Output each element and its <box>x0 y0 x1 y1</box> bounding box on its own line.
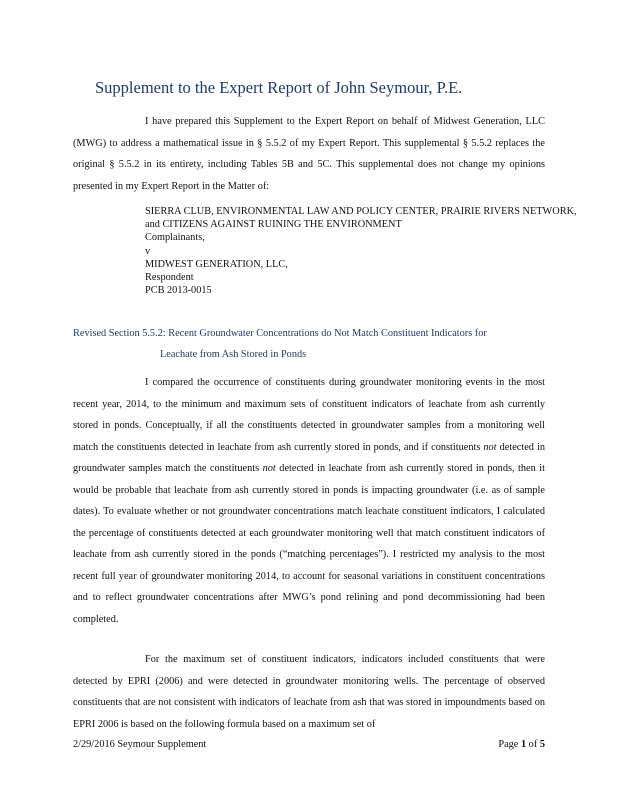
page-of-label: of <box>526 739 540 750</box>
page-number <box>498 739 545 750</box>
section-heading <box>73 323 545 365</box>
document-title: Supplement to the Expert Report of John Seymour, P.E. <box>95 78 463 97</box>
analysis-paragraph <box>73 372 545 630</box>
section-heading-line-2: Leachate from Ash Stored in Ponds <box>160 349 307 360</box>
intro-paragraph <box>73 111 545 197</box>
caption-complainants: Complainants, <box>145 232 205 244</box>
caption-respondent-name: MIDWEST GENERATION, LLC, <box>145 258 288 270</box>
page-label: Page <box>498 739 521 750</box>
caption-parties-line-2: and CITIZENS AGAINST RUINING THE ENVIRONMENT <box>145 219 402 231</box>
footer-date-title: 2/29/2016 Seymour Supplement <box>73 739 207 750</box>
analysis-text-part-1: I compared the occurrence of constituents during groundwater monitoring events in the most recent year, 2014, to the minimum and maximum sets of constituent indicators of leachate from ash currently stored in ponds. Conceptually, if all the constituents detected in groundwater samples from a monitoring well match the constituents detected in leachate from ash currently stored in ponds, and if constituents <box>73 377 545 453</box>
caption-case-number: PCB 2013-0015 <box>145 285 212 297</box>
case-caption <box>145 205 577 297</box>
emphasis-not-2: not <box>262 463 276 474</box>
caption-parties-line-1: SIERRA CLUB, ENVIRONMENTAL LAW AND POLICY CENTER, PRAIRIE RIVERS NETWORK, <box>145 206 577 217</box>
section-heading-line-1: Revised Section 5.5.2: Recent Groundwater Concentrations do Not Match Constituent Indicators for <box>73 328 487 339</box>
intro-text: I have prepared this Supplement to the Expert Report on behalf of Midwest Generation, LLC (MWG) to address a mathematical issue in § 5.5.2 of my Expert Report. This supplemental § 5.5.2 replaces the original § 5.5.2 in its entirety, including Tables 5B and 5C. This supplemental does not change my opinions presented in my Expert Report in the Matter of: <box>73 116 545 192</box>
current-page: 1 <box>520 739 527 750</box>
method-paragraph <box>73 649 545 735</box>
total-pages: 5 <box>539 739 545 750</box>
caption-versus: v <box>145 245 151 257</box>
method-text: For the maximum set of constituent indicators, indicators included constituents that were detected by EPRI (2006) and were detected in groundwater monitoring wells. The percentage of observed constituents that are not consistent with indicators of leachate from ash that was stored in impoundments based on EPRI 2006 is based on the following formula based on a maximum set of <box>73 654 545 730</box>
analysis-text <box>73 372 545 630</box>
emphasis-not-1: not <box>483 441 497 453</box>
analysis-text-part-3: detected in leachate from ash currently stored in ponds, then it would be probable that leachate from ash currently stored in ponds is impacting groundwater (i.e. as of sample dates). To evaluate whether or not groundwater concentrations match leachate constituent indicators, I calculated the percentage of constituents detected at each groundwater monitoring well that match constituent indicators of leachate from ash currently stored in the ponds (“matching percentages”). I restricted my analysis to the most recent full year of groundwater monitoring 2014, to account for seasonal variations in constituent concentrations and to reflect groundwater concentrations after MWG’s pond relining and pond decommissioning had been completed. <box>73 463 545 625</box>
caption-respondent-label: Respondent <box>145 272 194 284</box>
analysis-text-part-2: detected in groundwater samples match the constituents <box>73 441 545 474</box>
